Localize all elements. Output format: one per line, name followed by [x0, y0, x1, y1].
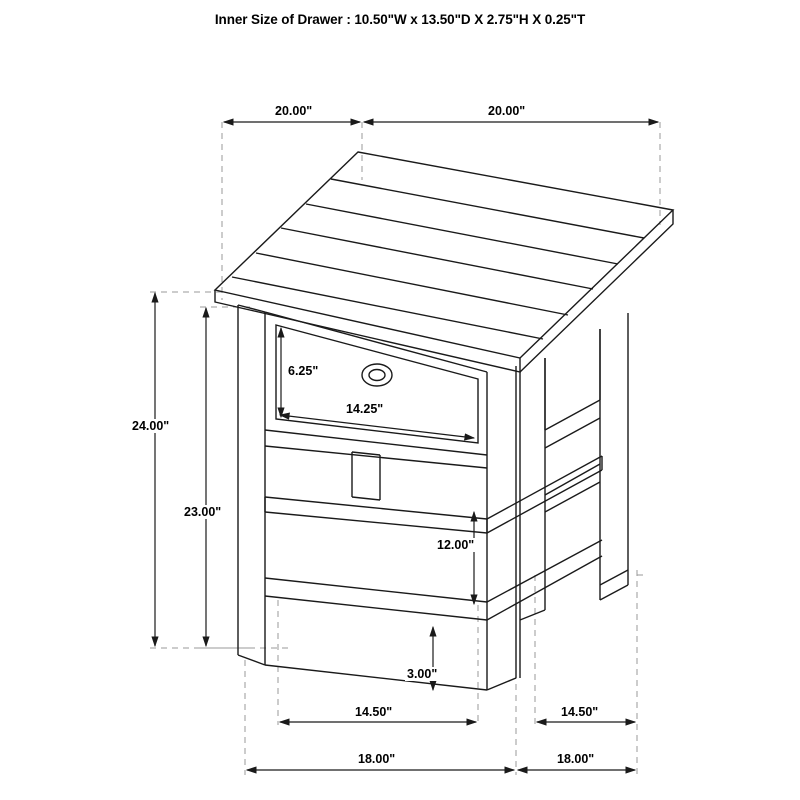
- dim-drawer-width: 14.25": [346, 402, 384, 416]
- dim-leg-height: 3.00": [407, 667, 438, 681]
- dim-bottom-front-right: 14.50": [561, 705, 599, 719]
- dim-drawer-height: 6.25": [288, 364, 319, 378]
- dim-base-right: 18.00": [557, 752, 595, 766]
- page-title: Inner Size of Drawer : 10.50"W x 13.50"D X 2.75"H X 0.25"T: [214, 12, 586, 27]
- table-outline: [215, 152, 673, 690]
- dim-base-left: 18.00": [358, 752, 396, 766]
- dim-top-left: 20.00": [275, 104, 313, 118]
- dim-shelf-height: 12.00": [437, 538, 475, 552]
- dim-height-inner: 23.00": [184, 505, 222, 519]
- dim-height-outer: 24.00": [132, 419, 170, 433]
- dim-bottom-front-left: 14.50": [355, 705, 393, 719]
- dim-top-right: 20.00": [488, 104, 526, 118]
